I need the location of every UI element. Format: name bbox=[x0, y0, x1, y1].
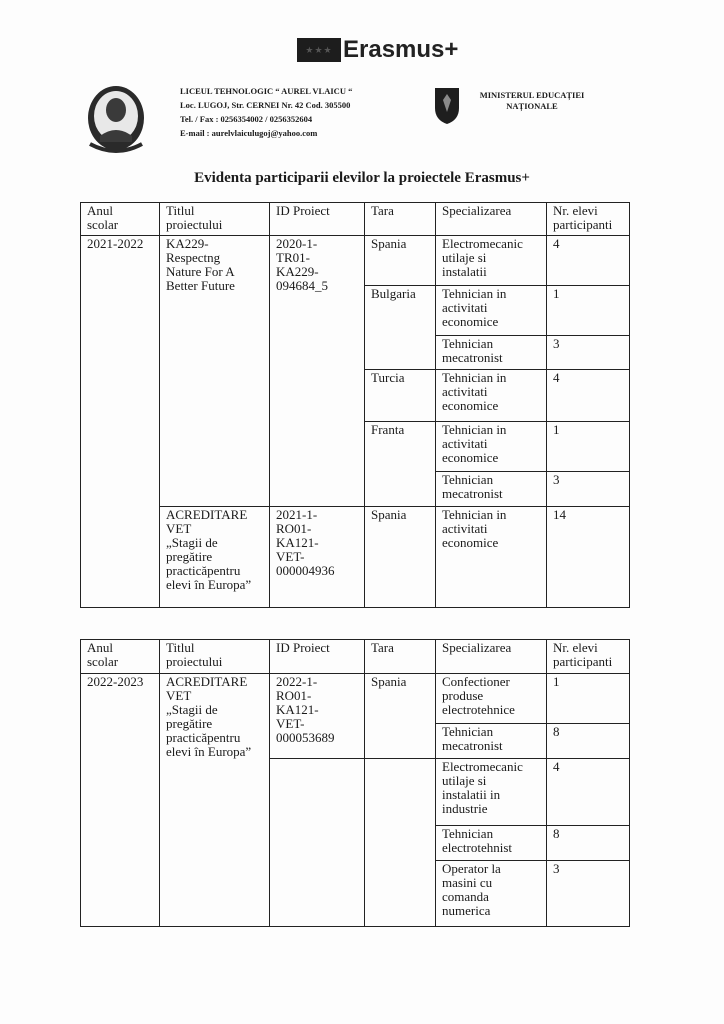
ministry-line-1: MINISTERUL EDUCAȚIEI bbox=[479, 90, 585, 100]
project-title-cell: ACREDITARE VET „Stagii de pregătire practicăpentru elevi în Europa” bbox=[160, 674, 270, 927]
specialization-cell: Tehnician mecatronist bbox=[436, 472, 547, 507]
project-id-cell: 2021-1- RO01- KA121- VET- 000004936 bbox=[270, 507, 365, 608]
participants-cell: 14 bbox=[547, 507, 630, 608]
participants-cell: 4 bbox=[547, 236, 630, 286]
header-id: ID Proiect bbox=[270, 640, 365, 674]
specialization-cell: Operator la masini cu comanda numerica bbox=[436, 861, 547, 927]
header-title: Titlul proiectului bbox=[160, 203, 270, 236]
country-cell: Bulgaria bbox=[365, 286, 436, 370]
project-id-cell: 2022-1- RO01- KA121- VET- 000053689 bbox=[270, 674, 365, 759]
institution-name: LICEUL TEHNOLOGIC “ AUREL VLAICU “ bbox=[180, 86, 353, 96]
participants-cell: 3 bbox=[547, 336, 630, 370]
ministry-line-2: NAȚIONALE bbox=[506, 101, 558, 111]
institution-address: Loc. LUGOJ, Str. CERNEI Nr. 42 Cod. 305500 bbox=[180, 100, 351, 110]
erasmus-logo-text: Erasmus+ bbox=[343, 36, 459, 63]
header-specialization: Specializarea bbox=[436, 203, 547, 236]
country-cell: Spania bbox=[365, 236, 436, 286]
header-country: Tara bbox=[365, 203, 436, 236]
specialization-cell: Tehnician mecatronist bbox=[436, 336, 547, 370]
specialization-cell: Tehnician in activitati economice bbox=[436, 507, 547, 608]
project-id-cell-empty bbox=[270, 759, 365, 927]
specialization-cell: Tehnician electrotehnist bbox=[436, 826, 547, 861]
header-year: Anul scolar bbox=[81, 640, 160, 674]
country-cell: Spania bbox=[365, 674, 436, 759]
school-year-cell: 2021-2022 bbox=[81, 236, 160, 608]
participants-cell: 1 bbox=[547, 674, 630, 724]
header-year: Anul scolar bbox=[81, 203, 160, 236]
header-participants: Nr. elevi participanti bbox=[547, 640, 630, 674]
institution-email: E-mail : aurelvlaiculugoj@yahoo.com bbox=[180, 128, 318, 138]
country-cell: Spania bbox=[365, 507, 436, 608]
table-header-row bbox=[81, 203, 630, 236]
participation-table-2021-2022 bbox=[80, 202, 630, 608]
table-row bbox=[81, 236, 630, 286]
institution-phone: Tel. / Fax : 0256354002 / 0256352604 bbox=[180, 114, 313, 124]
participants-cell: 1 bbox=[547, 286, 630, 336]
header-participants: Nr. elevi participanti bbox=[547, 203, 630, 236]
header-specialization: Specializarea bbox=[436, 640, 547, 674]
header-country: Tara bbox=[365, 640, 436, 674]
ministry-name bbox=[476, 90, 588, 112]
erasmus-logo bbox=[297, 36, 458, 64]
specialization-cell: Tehnician in activitati economice bbox=[436, 422, 547, 472]
specialization-cell: Confectioner produse electrotehnice bbox=[436, 674, 547, 724]
country-cell-empty bbox=[365, 759, 436, 927]
coat-of-arms-icon bbox=[432, 86, 462, 126]
participants-cell: 3 bbox=[547, 861, 630, 927]
specialization-cell: Electromecanic utilaje si instalatii bbox=[436, 236, 547, 286]
participants-cell: 1 bbox=[547, 422, 630, 472]
document-title: Evidenta participarii elevilor la proiectele Erasmus+ bbox=[194, 170, 530, 186]
project-title-cell: ACREDITARE VET „Stagii de pregătire practicăpentru elevi în Europa” bbox=[160, 507, 270, 608]
participants-cell: 4 bbox=[547, 759, 630, 826]
table-header-row bbox=[81, 640, 630, 674]
specialization-cell: Tehnician in activitati economice bbox=[436, 286, 547, 336]
header-title: Titlul proiectului bbox=[160, 640, 270, 674]
header-id: ID Proiect bbox=[270, 203, 365, 236]
project-title-cell: KA229- Respectng Nature For A Better Future bbox=[160, 236, 270, 507]
project-id-cell: 2020-1- TR01- KA229- 094684_5 bbox=[270, 236, 365, 507]
participants-cell: 8 bbox=[547, 724, 630, 759]
specialization-cell: Tehnician in activitati economice bbox=[436, 370, 547, 422]
country-cell: Turcia bbox=[365, 370, 436, 422]
table-row bbox=[81, 507, 630, 608]
country-cell: Franta bbox=[365, 422, 436, 507]
institution-info bbox=[180, 84, 352, 140]
school-emblem-icon bbox=[84, 84, 148, 156]
specialization-cell: Tehnician mecatronist bbox=[436, 724, 547, 759]
specialization-cell: Electromecanic utilaje si instalatii in industrie bbox=[436, 759, 547, 826]
participants-cell: 4 bbox=[547, 370, 630, 422]
participants-cell: 8 bbox=[547, 826, 630, 861]
table-row bbox=[81, 674, 630, 724]
eu-flag-icon: ★★★ bbox=[297, 38, 341, 62]
participation-table-2022-2023 bbox=[80, 639, 630, 927]
participants-cell: 3 bbox=[547, 472, 630, 507]
school-year-cell: 2022-2023 bbox=[81, 674, 160, 927]
